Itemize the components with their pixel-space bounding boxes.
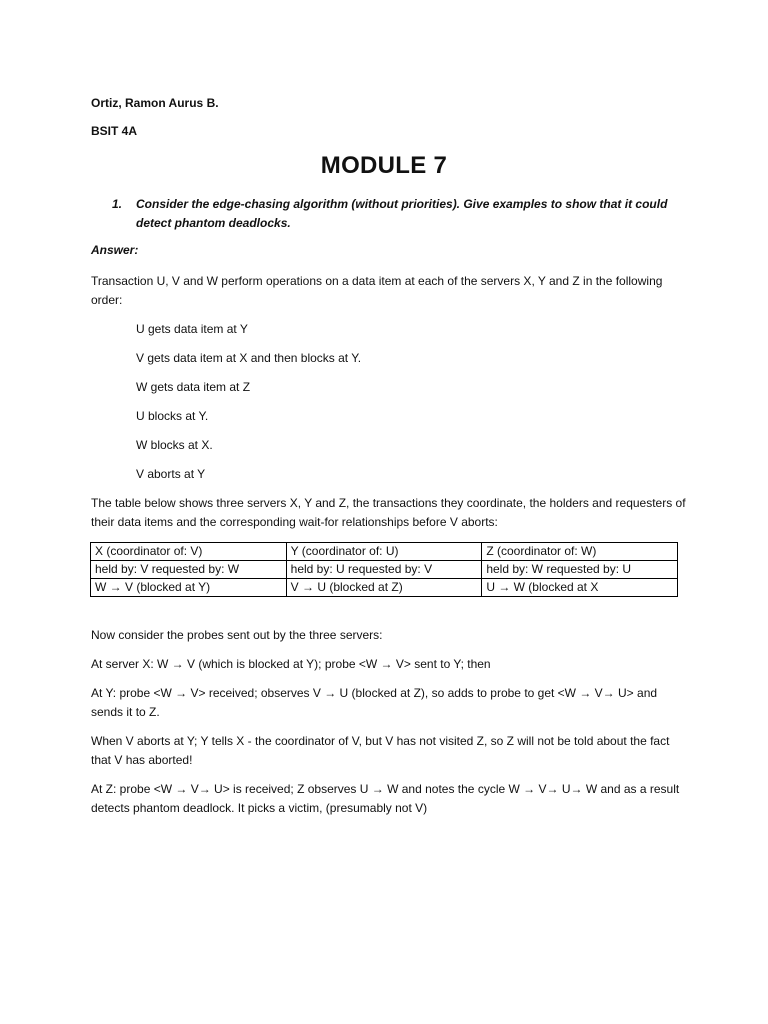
step-item: W blocks at X. (136, 438, 213, 452)
probe-paragraph: At server X: W → V (which is blocked at Y); probe <W → V> sent to Y; then (91, 657, 491, 671)
step-item: U gets data item at Y (136, 322, 248, 336)
probes-intro: Now consider the probes sent out by the three servers: (91, 628, 383, 642)
servers-table (90, 542, 678, 597)
step-item: V gets data item at X and then blocks at Y. (136, 351, 362, 365)
step-item: W gets data item at Z (136, 380, 251, 394)
table-intro-paragraph: The table below shows three servers X, Y and Z, the transactions they coordinate, the holders and requesters of their data items and the corresponding wait-for relationships before V aborts: (91, 496, 686, 529)
table-cell: held by: U requested by: V (286, 561, 482, 579)
answer-label: Answer: (91, 243, 139, 257)
table-cell: X (coordinator of: V) (91, 543, 287, 561)
step-item: U blocks at Y. (136, 409, 209, 423)
question-number: 1. (112, 197, 123, 211)
probe-paragraph: At Z: probe <W → V→ U> is received; Z observes U → W and notes the cycle W → V→ U→ W and as a result detects phantom deadlock. It picks a victim, (presumably not V) (91, 782, 680, 815)
author-name: Ortiz, Ramon Aurus B. (91, 96, 219, 110)
table-row (91, 561, 678, 579)
table-cell: held by: V requested by: W (91, 561, 287, 579)
probe-paragraph: At Y: probe <W → V> received; observes V → U (blocked at Z), so adds to probe to get <W → V→ U> and sends it to Z. (91, 686, 658, 719)
table-cell: held by: W requested by: U (482, 561, 678, 579)
table-cell: W → V (blocked at Y) (91, 579, 287, 597)
table-cell: U → W (blocked at X (482, 579, 678, 597)
page-title: MODULE 7 (320, 152, 448, 179)
intro-paragraph: Transaction U, V and W perform operations on a data item at each of the servers X, Y and Z in the following order: (91, 274, 663, 307)
question-text: Consider the edge-chasing algorithm (without priorities). Give examples to show that it could detect phantom deadlocks. (136, 197, 668, 230)
table-cell: Y (coordinator of: U) (286, 543, 482, 561)
section-label: BSIT 4A (91, 124, 138, 138)
table-cell: Z (coordinator of: W) (482, 543, 678, 561)
step-item: V aborts at Y (136, 467, 206, 481)
table-cell: V → U (blocked at Z) (286, 579, 482, 597)
probe-paragraph: When V aborts at Y; Y tells X - the coordinator of V, but V has not visited Z, so Z will not be told about the fact that V has aborted! (91, 734, 670, 767)
table-row (91, 579, 678, 597)
table-row (91, 543, 678, 561)
